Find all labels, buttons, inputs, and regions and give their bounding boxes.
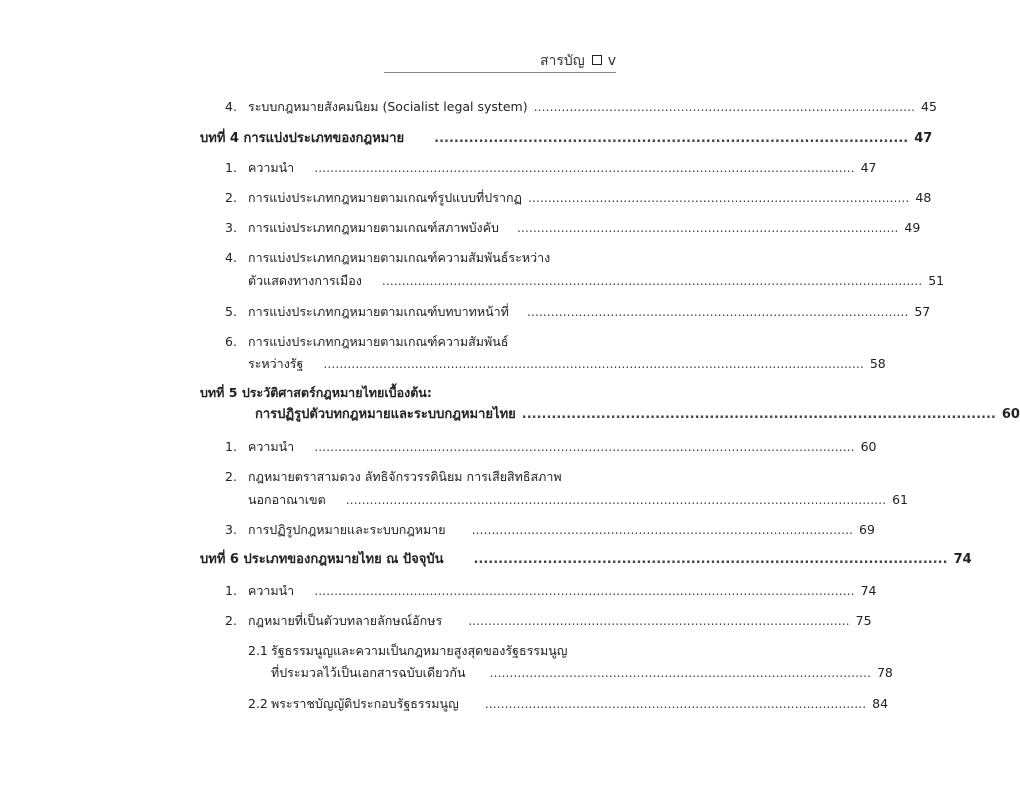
chapter-number: บทที่ 6 bbox=[200, 552, 239, 567]
entry-title: ความนำ bbox=[248, 583, 295, 598]
entry-title: การแบ่งประเภทกฎหมายตามเกณฑ์สภาพบังคับ bbox=[248, 220, 499, 235]
toc-entry[interactable] bbox=[225, 583, 877, 599]
entry-title: ความนำ bbox=[248, 439, 295, 454]
entry-page: 45 bbox=[921, 99, 937, 114]
dot-leader: ........................................................................................................................................ bbox=[323, 356, 864, 371]
chapter-number: บทที่ 5 bbox=[200, 385, 238, 400]
entry-number: 1. bbox=[225, 583, 237, 598]
entry-title: การแบ่งประเภทกฎหมายตามเกณฑ์รูปแบบที่ปรากฏ bbox=[248, 190, 522, 205]
chapter-page: 47 bbox=[914, 131, 933, 146]
entry-page: 69 bbox=[859, 522, 875, 537]
entry-page: 57 bbox=[914, 304, 931, 319]
dot-leader: ................................................................................................ bbox=[484, 696, 867, 711]
dot-leader: ................................................................................................ bbox=[527, 190, 910, 205]
entry-number: 2.2 bbox=[248, 696, 268, 711]
toc-entry-first-line[interactable] bbox=[225, 250, 550, 266]
entry-number: 2. bbox=[225, 190, 237, 205]
toc-chapter[interactable] bbox=[255, 407, 1020, 423]
entry-title: การปฏิรูปกฎหมายและระบบกฎหมาย bbox=[248, 522, 446, 537]
toc-chapter[interactable] bbox=[200, 131, 933, 147]
entry-title-continued: ระหว่างรัฐ bbox=[248, 356, 304, 371]
toc-entry[interactable] bbox=[248, 356, 886, 372]
chapter-title-continued: การปฏิรูปตัวบทกฎหมายและระบบกฎหมายไทย bbox=[255, 407, 516, 422]
entry-number: 1. bbox=[225, 160, 237, 175]
entry-page: 84 bbox=[872, 696, 889, 711]
dot-leader: ................................................................................................ bbox=[533, 99, 916, 114]
dot-leader: ........................................................................................................................................ bbox=[381, 273, 923, 288]
entry-number: 1. bbox=[225, 439, 237, 454]
dot-leader: ................................................................................................ bbox=[489, 665, 871, 680]
dot-leader: ........................................................................................................................................ bbox=[314, 160, 855, 175]
dot-leader: ................................................................................................ bbox=[516, 220, 899, 235]
page-header bbox=[384, 50, 616, 73]
toc-entry[interactable] bbox=[225, 190, 932, 206]
entry-title: พระราชบัญญัติประกอบรัฐธรรมนูญ bbox=[271, 696, 459, 711]
entry-number: 5. bbox=[225, 304, 237, 319]
entry-title: ความนำ bbox=[248, 160, 295, 175]
toc-entry-first-line[interactable] bbox=[248, 643, 567, 659]
entry-number: 3. bbox=[225, 522, 237, 537]
toc-chapter[interactable] bbox=[200, 552, 972, 568]
toc-chapter-first-line[interactable] bbox=[200, 385, 432, 401]
dot-leader: ........................................................................................................................................ bbox=[314, 439, 855, 454]
toc-entry[interactable] bbox=[225, 160, 877, 176]
entry-title-continued: นอกอาณาเขต bbox=[248, 492, 326, 507]
entry-title-continued: ตัวแสดงทางการเมือง bbox=[248, 273, 362, 288]
entry-page: 58 bbox=[869, 356, 886, 371]
entry-page: 78 bbox=[876, 665, 893, 680]
chapter-page: 60 bbox=[1001, 407, 1020, 422]
entry-title: รัฐธรรมนูญและความเป็นกฎหมายสูงสุดของรัฐธรรมนูญ bbox=[271, 643, 568, 658]
toc-entry-first-line[interactable] bbox=[225, 334, 508, 350]
entry-number: 2. bbox=[225, 613, 237, 628]
entry-number: 4. bbox=[225, 250, 237, 265]
chapter-title: การแบ่งประเภทของกฎหมาย bbox=[243, 131, 405, 146]
dot-leader: ........................................................................................................................................ bbox=[345, 492, 887, 507]
entry-page: 74 bbox=[860, 583, 877, 598]
toc-entry[interactable] bbox=[248, 696, 889, 712]
dot-leader: ................................................................................................ bbox=[521, 407, 996, 422]
toc-entry[interactable] bbox=[225, 439, 877, 455]
toc-entry[interactable] bbox=[225, 99, 937, 115]
toc-entry[interactable] bbox=[248, 273, 945, 289]
header-page-roman: v bbox=[607, 53, 616, 69]
chapter-title: ประวัติศาสตร์กฎหมายไทยเบื้องต้น: bbox=[241, 385, 432, 400]
entry-page: 60 bbox=[860, 439, 877, 454]
entry-number: 4. bbox=[225, 99, 237, 114]
dot-leader: ................................................................................................ bbox=[526, 304, 909, 319]
entry-page: 49 bbox=[904, 220, 921, 235]
entry-number: 3. bbox=[225, 220, 237, 235]
entry-number: 2. bbox=[225, 469, 237, 484]
entry-title: การแบ่งประเภทกฎหมายตามเกณฑ์บทบาทหน้าที่ bbox=[248, 304, 509, 319]
entry-number: 6. bbox=[225, 334, 237, 349]
dot-leader: ........................................................................................................................................ bbox=[314, 583, 855, 598]
entry-page: 47 bbox=[860, 160, 877, 175]
entry-title: กฎหมายที่เป็นตัวบทลายลักษณ์อักษร bbox=[248, 613, 443, 628]
chapter-title: ประเภทของกฎหมายไทย ณ ปัจจุบัน bbox=[243, 552, 444, 567]
dot-leader: ................................................................................................ bbox=[473, 552, 948, 567]
toc-entry[interactable] bbox=[225, 522, 875, 538]
toc-entry-first-line[interactable] bbox=[225, 469, 562, 485]
entry-page: 48 bbox=[915, 190, 932, 205]
toc-entry[interactable] bbox=[271, 665, 893, 681]
toc-entry[interactable] bbox=[225, 220, 921, 236]
chapter-page: 74 bbox=[953, 552, 972, 567]
header-title: สารบัญ bbox=[539, 53, 585, 69]
entry-title-continued: ที่ประมวลไว้เป็นเอกสารฉบับเดียวกัน bbox=[271, 665, 466, 680]
entry-title: ระบบกฎหมายสังคมนิยม (Socialist legal system) bbox=[248, 99, 528, 114]
entry-page: 75 bbox=[855, 613, 872, 628]
square-bullet-icon bbox=[592, 55, 602, 65]
entry-page: 61 bbox=[892, 492, 908, 507]
chapter-number: บทที่ 4 bbox=[200, 131, 239, 146]
entry-title: กฎหมายตราสามดวง ลัทธิจักรวรรดินิยม การเสียสิทธิสภาพ bbox=[248, 469, 562, 484]
toc-entry[interactable] bbox=[225, 304, 931, 320]
entry-page: 51 bbox=[928, 273, 945, 288]
entry-number: 2.1 bbox=[248, 643, 268, 658]
dot-leader: ................................................................................................ bbox=[471, 522, 854, 537]
entry-title: การแบ่งประเภทกฎหมายตามเกณฑ์ความสัมพันธ์ bbox=[248, 334, 509, 349]
toc-entry[interactable] bbox=[248, 492, 908, 508]
toc-entry[interactable] bbox=[225, 613, 872, 629]
dot-leader: ................................................................................................ bbox=[434, 131, 909, 146]
entry-title: การแบ่งประเภทกฎหมายตามเกณฑ์ความสัมพันธ์ระหว่าง bbox=[248, 250, 551, 265]
dot-leader: ................................................................................................ bbox=[468, 613, 850, 628]
